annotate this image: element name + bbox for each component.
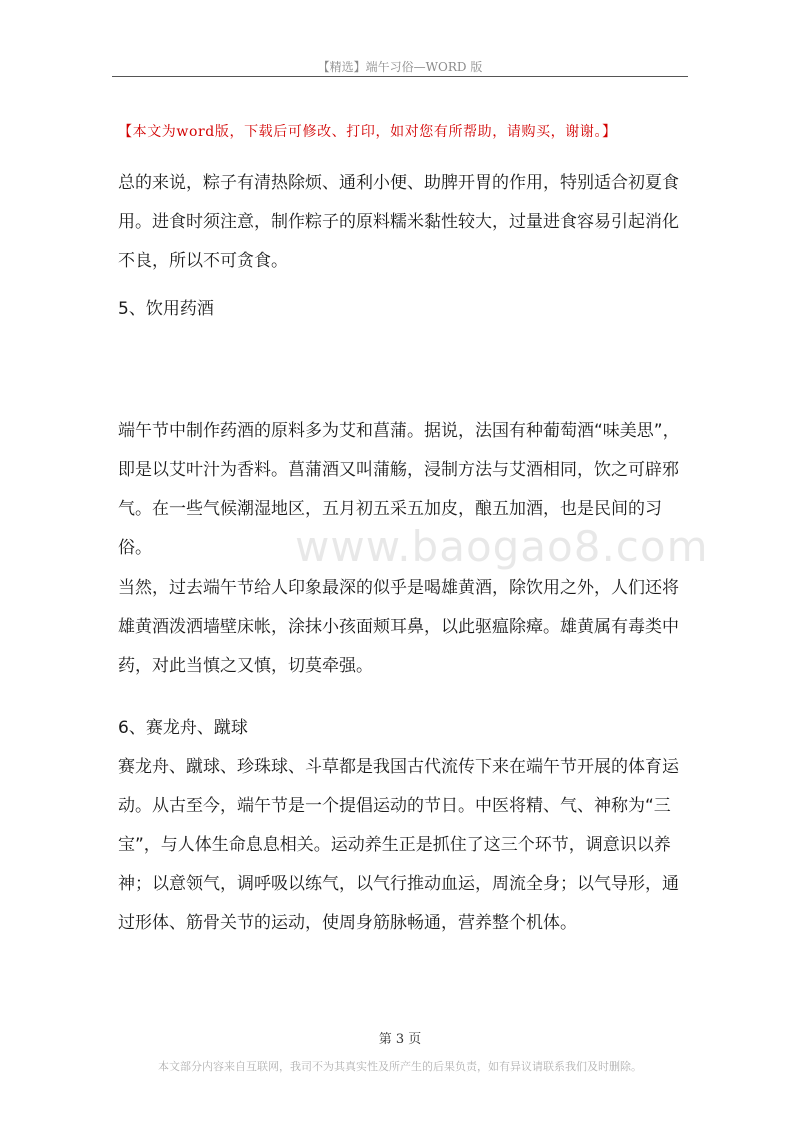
watermark: www.baogao8.com bbox=[295, 522, 709, 571]
section-heading-dragon-boat bbox=[118, 709, 688, 748]
section-heading-medicinal-wine bbox=[118, 290, 688, 329]
paragraph-text: 总的来说，粽子有清热除烦、通利小便、助脾开胃的作用，特别适合初夏食用。进食时须注意，制作粽子的原料糯米黏性较大，过量进食容易引起消化不良，所以不可贪食。 bbox=[118, 173, 679, 271]
heading-text: 5、饮用药酒 bbox=[118, 299, 214, 319]
header-divider bbox=[112, 76, 688, 77]
download-notice: 【本文为word版，下载后可修改、打印，如对您有所帮助，请购买，谢谢。】 bbox=[118, 124, 617, 140]
page-header: 【精选】端午习俗—WORD 版 bbox=[317, 60, 483, 74]
page-number: 第 3 页 bbox=[378, 1032, 422, 1047]
paragraph-realgar-wine bbox=[118, 569, 688, 686]
paragraph-sports bbox=[118, 748, 688, 943]
paragraph-zongzi-summary bbox=[118, 164, 688, 281]
page-footer-disclaimer: 本文部分内容来自互联网，我司不为其真实性及所产生的后果负责，如有异议请联系我们及时删除。 bbox=[158, 1060, 642, 1073]
paragraph-text: 当然，过去端午节给人印象最深的似乎是喝雄黄酒，除饮用之外，人们还将雄黄酒泼洒墙壁床帐，涂抹小孩面颊耳鼻，以此驱瘟除瘴。雄黄属有毒类中药，对此当慎之又慎，切莫牵强。 bbox=[118, 578, 679, 676]
heading-text: 6、赛龙舟、蹴球 bbox=[118, 718, 248, 738]
paragraph-text: 端午节中制作药酒的原料多为艾和菖蒲。据说，法国有种葡萄酒“味美思”，即是以艾叶汁为香料。菖蒲酒又叫蒲觞，浸制方法与艾酒相同，饮之可辟邪气。在一些气候潮湿地区，五月初五采五加皮，酿五加酒，也是民间的习俗。 bbox=[118, 421, 680, 558]
paragraph-text: 赛龙舟、蹴球、珍珠球、斗草都是我国古代流传下来在端午节开展的体育运动。从古至今，端午节是一个提倡运动的节日。中医将精、气、神称为“三宝”，与人体生命息息相关。运动养生正是抓住了这三个环节，调意识以养神；以意领气，调呼吸以练气，以气行推动血运，周流全身；以气导形，通过形体、筋骨关节的运动，使周身筋脉畅通，营养整个机体。 bbox=[118, 757, 679, 933]
